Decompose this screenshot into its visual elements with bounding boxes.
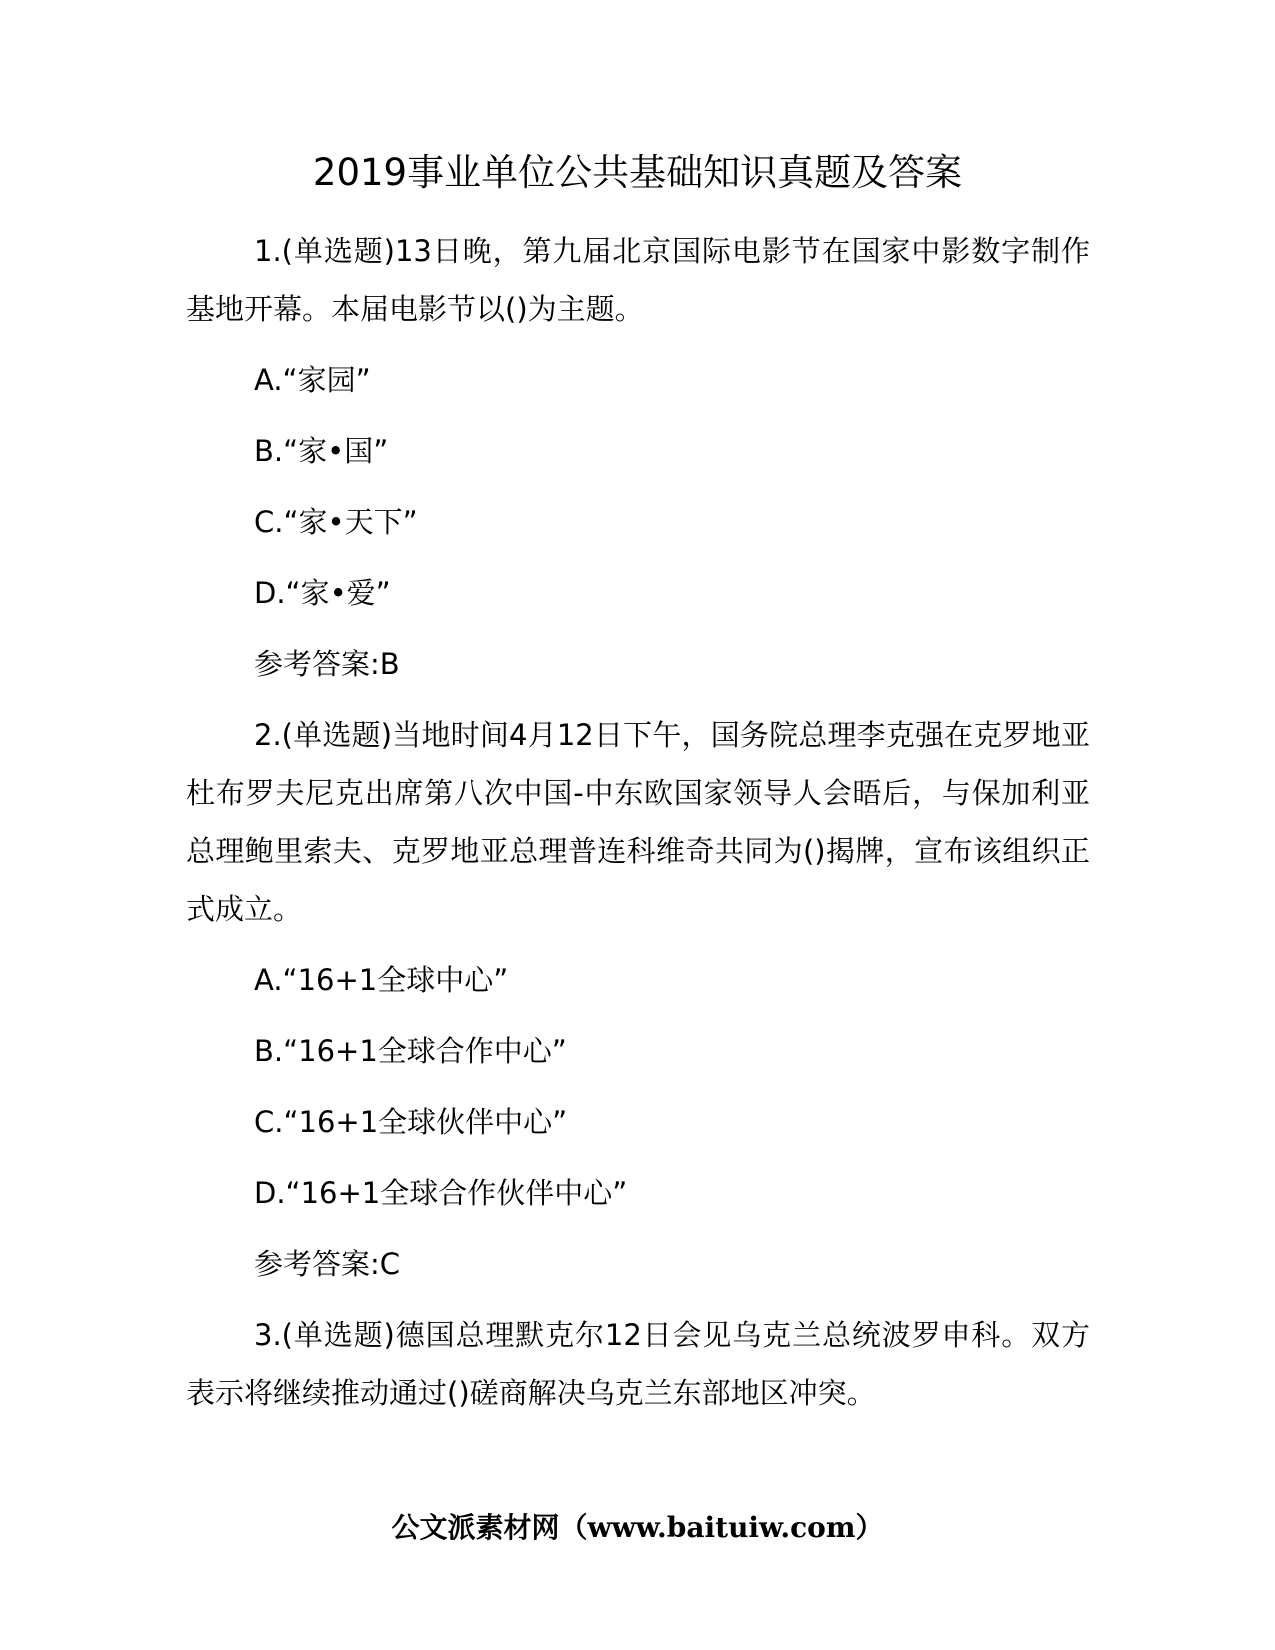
page-footer: 公文派素材网（www.baituiw.com） xyxy=(391,1511,884,1544)
question-1-answer: 参考答案:B xyxy=(254,647,400,681)
document-title: 2019事业单位公共基础知识真题及答案 xyxy=(312,151,963,194)
question-2-stem: 2.(单选题)当地时间4月12日下午，国务院总理李克强在克罗地亚杜布罗夫尼克出席第八次中国-中东欧国家领导人会晤后，与保加利亚总理鲍里索夫、克罗地亚总理普连科维奇共同为()揭牌，宣布该组织正式成立。 xyxy=(186,718,1090,926)
question-1-option-a: A.“家园” xyxy=(254,363,371,397)
question-1-stem: 1.(单选题)13日晚，第九届北京国际电影节在国家中影数字制作基地开幕。本届电影节以()为主题。 xyxy=(186,234,1090,326)
question-1-option-c: C.“家•天下” xyxy=(254,505,418,539)
question-1-option-b: B.“家•国” xyxy=(254,434,389,468)
question-1-option-d: D.“家•爱” xyxy=(254,576,391,610)
question-2-option-b: B.“16+1全球合作中心” xyxy=(254,1034,567,1068)
question-3-stem: 3.(单选题)德国总理默克尔12日会见乌克兰总统波罗申科。双方表示将继续推动通过()磋商解决乌克兰东部地区冲突。 xyxy=(186,1318,1090,1410)
question-2-option-c: C.“16+1全球伙伴中心” xyxy=(254,1105,568,1139)
question-2-answer: 参考答案:C xyxy=(254,1247,401,1281)
question-2-option-d: D.“16+1全球合作伙伴中心” xyxy=(254,1176,628,1210)
document-body xyxy=(186,222,1090,1435)
question-2-option-a: A.“16+1全球中心” xyxy=(254,963,509,997)
